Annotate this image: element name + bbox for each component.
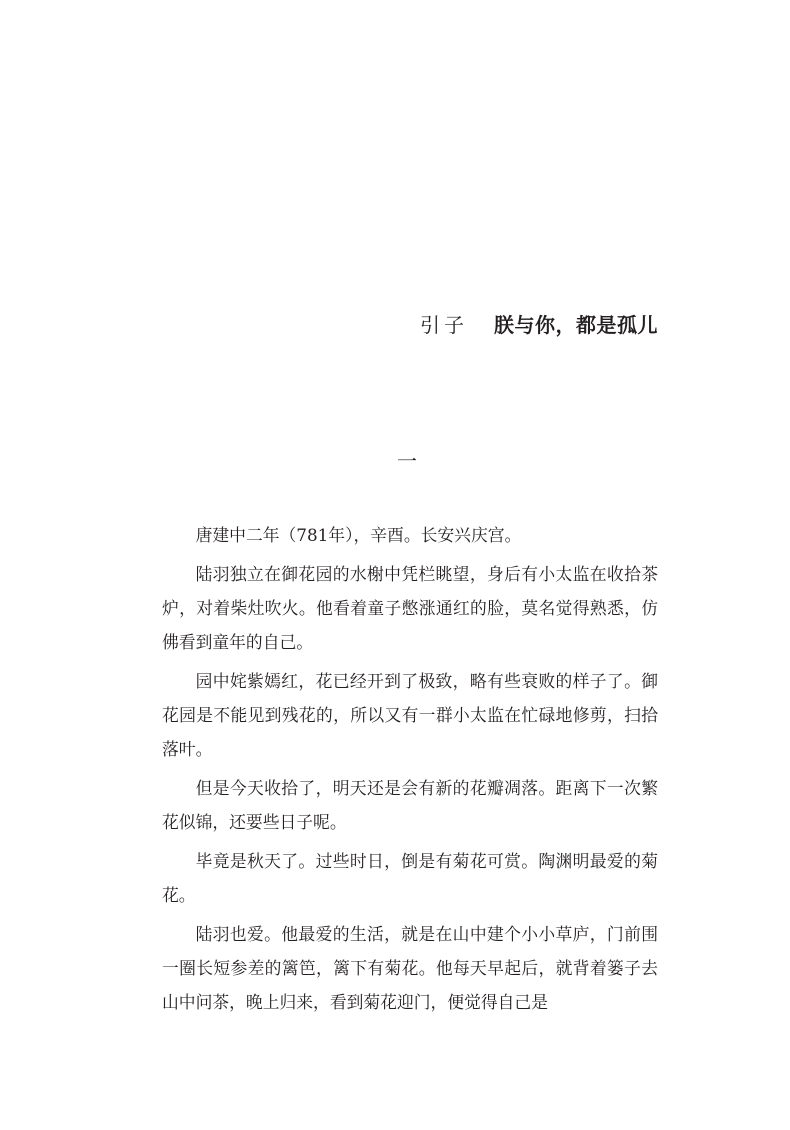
paragraph: 唐建中二年（781年），辛酉。长安兴庆宫。 bbox=[195, 525, 522, 545]
paragraph: 陆羽也爱。他最爱的生活，就是在山中建个小小草庐，门前围一圈长短参差的篱笆，篱下有菊花。他每天早起后，就背着篓子去山中问茶，晚上归来，看到菊花迎门，便觉得自己是 bbox=[162, 924, 658, 1012]
paragraph: 园中姹紫嫣红，花已经开到了极致，略有些衰败的样子了。御花园是不能见到残花的，所以又有一群小太监在忙碌地修剪，扫拾落叶。 bbox=[162, 671, 658, 759]
chapter-label: 引子 bbox=[420, 313, 468, 337]
section-number: 一 bbox=[397, 449, 417, 473]
body-text bbox=[162, 518, 658, 1024]
paragraph: 陆羽独立在御花园的水榭中凭栏眺望，身后有小太监在收拾茶炉，对着柴灶吹火。他看着童子憋涨通红的脸，莫名觉得熟悉，仿佛看到童年的自己。 bbox=[162, 564, 658, 652]
paragraph: 毕竟是秋天了。过些时日，倒是有菊花可赏。陶渊明最爱的菊花。 bbox=[162, 851, 658, 905]
paragraph: 但是今天收拾了，明天还是会有新的花瓣凋落。距离下一次繁花似锦，还要些日子呢。 bbox=[162, 778, 658, 832]
chapter-title: 朕与你，都是孤儿 bbox=[494, 313, 658, 337]
chapter-heading bbox=[420, 308, 658, 342]
